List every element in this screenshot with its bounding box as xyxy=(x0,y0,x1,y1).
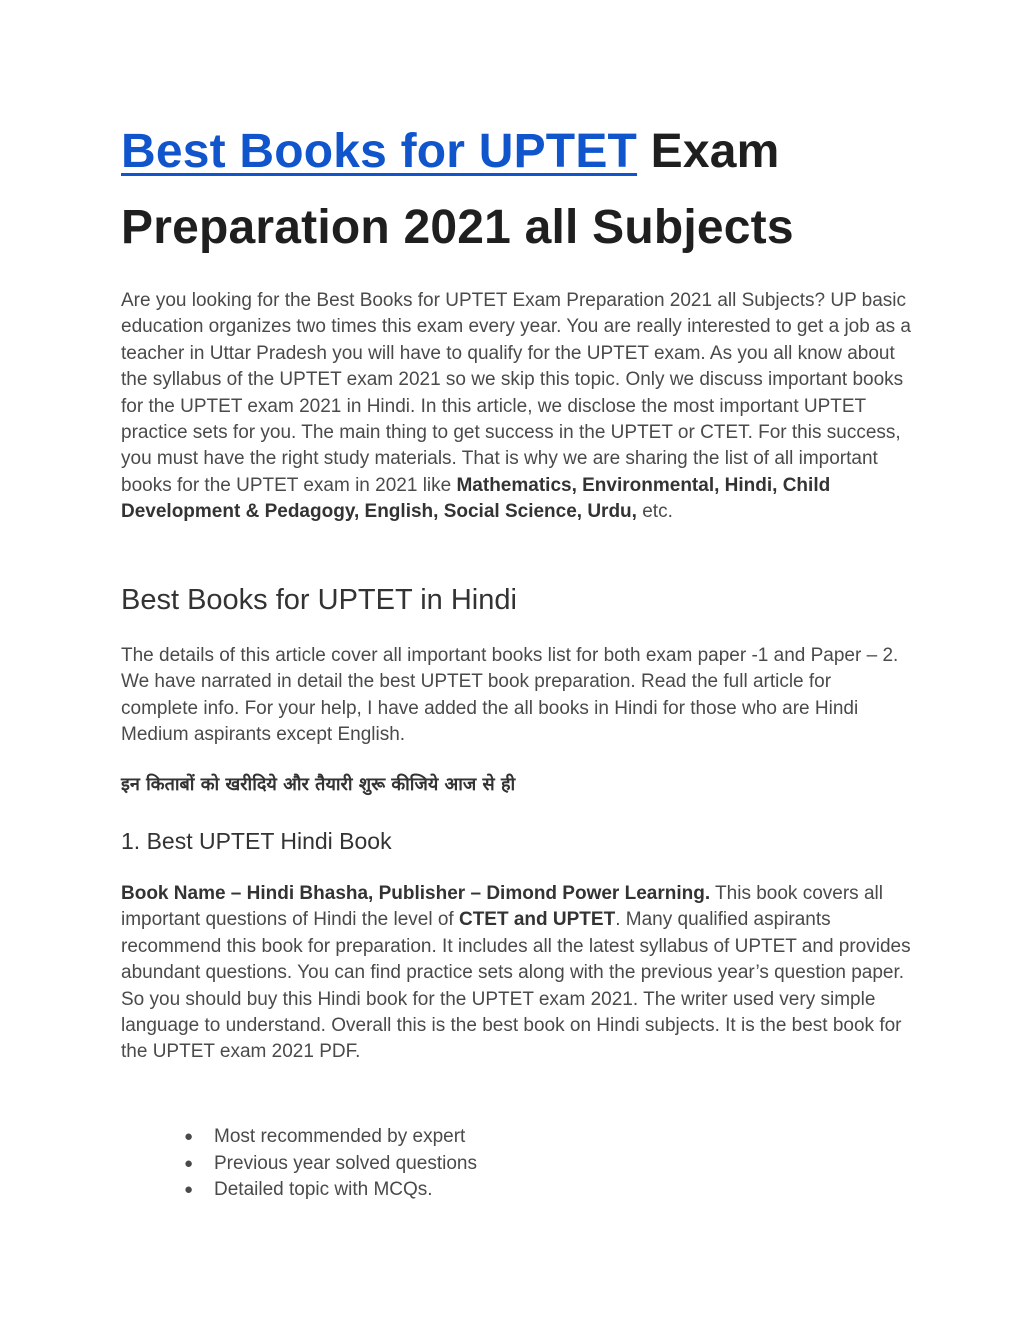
intro-tail: etc. xyxy=(636,501,673,523)
intro-subjects: Mathematics, Environmental, Hindi, Child Development & Pedagogy, English, Social Science, Urdu, xyxy=(121,474,831,523)
section-heading: Best Books for UPTET in Hindi xyxy=(121,584,517,616)
intro-paragraph xyxy=(121,288,911,526)
feature-list xyxy=(184,1124,477,1204)
hindi-callout: इन किताबों को खरीदिये और तैयारी शुरू कीजिये आज से ही xyxy=(121,774,516,795)
book1-paragraph xyxy=(121,881,911,1066)
list-item: ● Detailed topic with MCQs. xyxy=(184,1177,477,1204)
list-item: ● Previous year solved questions xyxy=(184,1151,477,1178)
details-paragraph: The details of this article cover all important books list for both exam paper -1 and Paper – 2. We have narrated in detail the best UPTET book preparation. Read the full article for complete info. For your help, I have added the all books in Hindi for those who are Hindi Medium aspirants except English. xyxy=(121,645,899,746)
title-link[interactable]: Best Books for UPTET xyxy=(121,125,638,178)
title-line2: Preparation 2021 all Subjects xyxy=(121,201,794,254)
book1-exams: CTET and UPTET xyxy=(458,909,616,931)
page-title xyxy=(121,114,911,266)
book1-heading: 1. Best UPTET Hindi Book xyxy=(121,828,392,854)
book1-lead: Book Name – Hindi Bhasha, Publisher – Dimond Power Learning. xyxy=(121,883,711,904)
book1-text-a: This book covers all important questions of Hindi the level of xyxy=(121,883,883,931)
title-rest-line1: Exam xyxy=(637,125,780,178)
intro-text: Are you looking for the Best Books for UPTET Exam Preparation 2021 all Subjects? UP basic education organizes two times this exam every year. You are really interested to get a job as a teacher in Uttar Pradesh you will have to qualify for the UPTET exam. As you all know about the syllabus of the UPTET exam 2021 so we skip this topic. Only we discuss important books for the UPTET exam 2021 in Hindi. In this article, we disclose the most important UPTET practice sets for you. The main thing to get success in the UPTET or CTET. For this success, you must have the right study materials. That is why we are sharing the list of all important books for the UPTET exam in 2021 like xyxy=(121,290,912,496)
list-item: ● Most recommended by expert xyxy=(184,1124,477,1151)
book1-text-b: . Many qualified aspirants recommend this book for preparation. It includes all the latest syllabus of UPTET and provides abundant questions. You can find practice sets along with the previous year’s question paper. So you should buy this Hindi book for the UPTET exam 2021. The writer used very simple language to understand. Overall this is the best book on Hindi subjects. It is the best book for the UPTET exam 2021 PDF. xyxy=(121,909,911,1063)
